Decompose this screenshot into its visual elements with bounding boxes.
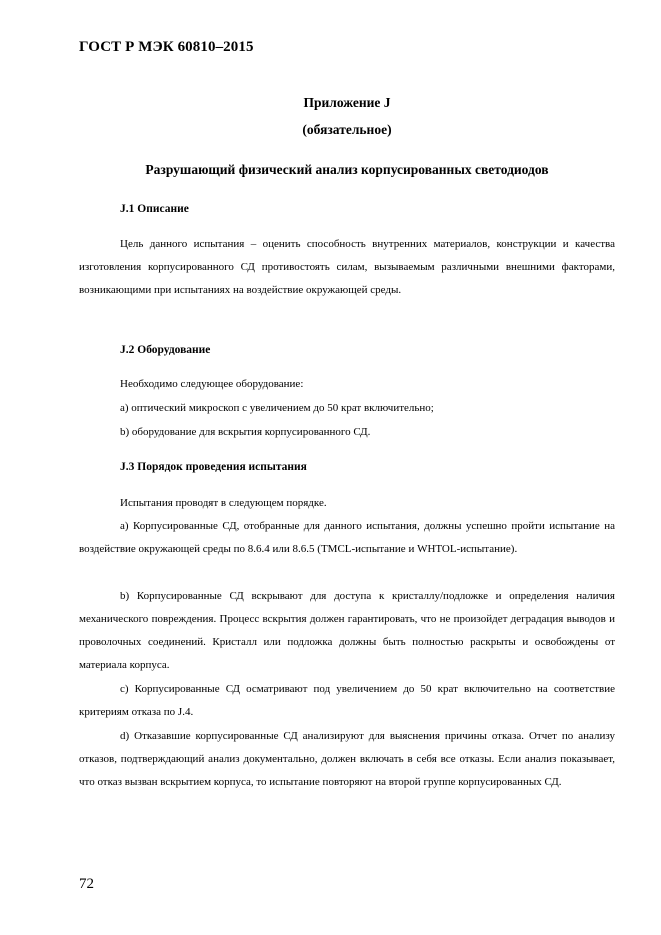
section-j3-intro: Испытания проводят в следующем порядке.: [120, 497, 327, 509]
section-j2-item-b: b) оборудование для вскрытия корпусированного СД.: [120, 426, 371, 438]
section-j3-title: J.3 Порядок проведения испытания: [120, 461, 307, 473]
section-j2-intro: Необходимо следующее оборудование:: [120, 378, 304, 390]
section-j1-title: J.1 Описание: [120, 203, 189, 215]
section-j2-title: J.2 Оборудование: [120, 344, 211, 356]
appendix-title: Приложение J: [303, 95, 391, 110]
section-j3-step-a: а) Корпусированные СД, отобранные для данного испытания, должны успешно пройти испытание на воздействие окружающей среды по 8.6.4 или 8.6.5 (TMCL-испытание и WHTOL-испытание).: [79, 520, 615, 555]
page-number: 72: [79, 876, 94, 892]
appendix-heading: Разрушающий физический анализ корпусированных светодиодов: [145, 162, 549, 177]
section-j3-step-d: d) Отказавшие корпусированные СД анализируют для выяснения причины отказа. Отчет по анализу отказов, подтверждающий анализ документально, должен включать в себя все отказы. Если анализ показывает, что отказ вызван вскрытием корпуса, то испытание повторяют на второй группе корпусированных СД.: [79, 730, 615, 788]
section-j1-text: Цель данного испытания – оценить способность внутренних материалов, конструкции и качества изготовления корпусированного СД противостоять силам, вызываемым различными внешними факторами, возникающими при испытаниях на воздействие окружающей среды.: [79, 238, 615, 296]
document-code: ГОСТ Р МЭК 60810–2015: [79, 39, 254, 55]
section-j2-item-a: а) оптический микроскоп с увеличением до 50 крат включительно;: [120, 402, 434, 414]
section-j3-step-b: b) Корпусированные СД вскрывают для доступа к кристаллу/подложке и определения наличия механического повреждения. Процесс вскрытия должен гарантировать, что не произойдет деградация выводов и проволочных соединений. Кристалл или подложка должны быть полностью раскрыты и освобождены от материала корпуса.: [79, 590, 615, 671]
section-j3-step-c: с) Корпусированные СД осматривают под увеличением до 50 крат включительно на соответствие критериям отказа по J.4.: [79, 683, 615, 718]
appendix-status: (обязательное): [302, 122, 392, 137]
